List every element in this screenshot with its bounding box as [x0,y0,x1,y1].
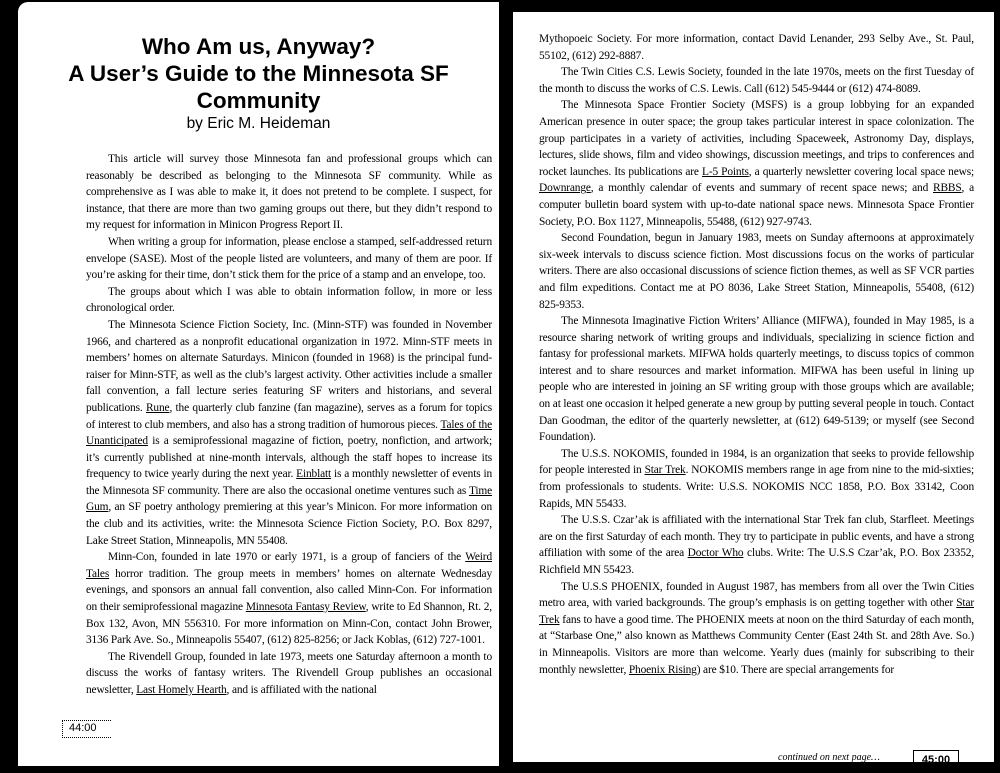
publication-title: Tales of the Unanticipated [86,418,493,448]
text-run: , write to Ed Shannon, Rt. 2, Box 132, Avon, MN 556310. For more information on Minn-Con, contact John Brower, 3136 Park Ave. So., Minneapolis 55407, (612) 825-8256; or Jack Koblas, (612) 727-1001. [86,601,493,647]
text-run: The U.S.S PHOENIX, founded in August 1987, has members from all over the Twin Cities metro area, with varied backgrounds. The group’s emphasis is on getting together with other [539,580,974,610]
right-page-body [539,31,974,678]
left-page-body [86,151,492,699]
text-run: clubs. Write: The U.S.S Czar’ak, P.O. Box 23352, Richfield MN 55423. [539,547,974,576]
page-number-right: 45:00 [913,750,959,762]
text-run: The Minnesota Space Frontier Society (MSFS) is a group lobbying for an expanded American presence in outer space; the group takes particular interest in space colonization. The group participates in a variety of activities, including Spaceweek, Astronomy Day, displays, lectures, slide shows, film and video showings, discussion meetings, and trips to conferences and rocket launches. Its publications are [539,99,974,178]
text-run: ) are $10. There are special arrangements for [696,663,895,676]
article-title [18,33,499,114]
text-run: , a computer bulletin board system with up-to-date national space news. Minnesota Space Frontier Society, P.O. Box 1127, Minneapolis, 55488, (612) 927-9743. [539,182,974,228]
article-header [18,33,499,133]
text-run: horror tradition. The group meets in members’ homes on alternate Wednesday evenings, and sponsors an annual fall convention, also called Minn-Con. For information on their semiprofessional magazine [86,567,492,614]
title-line: Who Am us, Anyway? [141,34,376,59]
text-run: , an SF poetry anthology premiering at this year’s Minicon. For more information on the club and its activities, write: the Minnesota Science Fiction Society, P.O. Box 8297, Lake Street Station, Minneapolis, MN 55408. [86,501,492,547]
text-run: , the quarterly club fanzine (fan magazine), serves as a forum for topics of interest to club members, and also has a strong tradition of humorous pieces. [86,401,492,431]
text-run: The U.S.S. NOKOMIS, founded in 1984, is an organization that seeks to provide fellowship for people interested in [539,447,974,477]
text-run: , a monthly calendar of events and summary of recent space news; and [590,182,933,195]
publication-title: Last Homely Hearth [136,684,227,696]
continued-note: continued on next page… [778,752,880,762]
text-run: The Rivendell Group, founded in late 1973, meets one Saturday afternoon a month to discuss the works of fantasy writers. The Rivendell Group publishes an occasional newsletter, [86,650,492,696]
paragraph [539,313,974,446]
text-run: The groups about which I was able to obtain information follow, in more or less chronological order. [86,285,492,315]
paragraph [86,151,492,234]
paragraph [539,230,974,313]
publication-title: Time Gum [86,484,492,514]
byline: by Eric M. Heideman [186,115,331,132]
publication-title: Star Trek [539,597,974,626]
left-page [18,2,499,766]
text-run: The U.S.S. Czar’ak is affiliated with the international Star Trek fan club, Starfleet. Meetings are on the first Saturday of each month. They try to participate in public events, and have a strong affiliation with some of the area [539,514,974,560]
paragraph [539,64,974,97]
text-run: is a monthly newsletter of events in the Minnesota SF community. There are also the occasional onetime ventures such as [86,468,493,497]
publication-title: Weird Tales [86,551,492,580]
text-run: is a semiprofessional magazine of fiction, poetry, nonfiction, and artwork; it’s currently published at nine-month intervals, although the staff hopes to increase its frequency to twice yearly during the next year. [86,435,492,481]
paragraph [539,512,974,578]
text-run: The Minnesota Science Fiction Society, Inc. (Minn-STF) was founded in November 1966, and chartered as a nonprofit educational organization in 1972. Minn-STF meets in members’ homes on alternate Saturdays. Minicon (founded in 1968) is the principal fund-raiser for Minn-STF, as well as the club’s largest activity. Other activities include a smaller fall convention, a fall lecture series featuring SF writers and historians, and several publications. [86,318,492,414]
text-run: Minn-Con, founded in late 1970 or early 1971, is a group of fanciers of the [108,551,466,564]
paragraph [539,31,974,64]
text-run: Mythopoeic Society. For more information, contact David Lenander, 293 Selby Ave., St. Paul, 55102, (612) 292-8887. [539,33,974,62]
publication-title: Star Trek [644,464,686,477]
title-line: A User’s Guide to the Minnesota SF [68,61,449,86]
publication-title: RBBS [933,182,962,195]
publication-title: Rune [145,401,170,414]
text-run: , a quarterly newsletter covering local space news; [748,165,974,178]
text-run: The Twin Cities C.S. Lewis Society, founded in the late 1970s, meets on the first Tuesday of the month to discuss the works of C.S. Lewis. Call (612) 545-9444 or (612) 474-8089. [539,66,974,95]
publication-title: Phoenix Rising [628,663,697,676]
paragraph [86,284,492,317]
publication-title: Einblatt [296,468,332,481]
paragraph [86,549,492,649]
publication-title: Doctor Who [687,547,744,560]
publication-title: Minnesota Fantasy Review [245,601,366,614]
paragraph [86,234,492,284]
text-run: This article will survey those Minnesota fan and professional groups which can reasonably be described as belonging to the Minnesota SF community. While as comprehensive as I was able to make it, it does not pretend to be complete. I suspect, for instance, that there are more than two gaming groups out there, but they didn’t respond to my request for information in Minicon Progress Report II. [86,153,492,232]
text-run: The Minnesota Imaginative Fiction Writers’ Alliance (MIFWA), founded in May 1985, is a resource sharing network of writing groups and individuals, specializing in science fiction and fantasy for professional markets. MIFWA holds quarterly meetings, to discuss topics of common interest and to share resources and market information. MIFWA has been useful in lining up people who are interested in joining an SF writing group with those groups which are available; on at least one occasion it helped generate a new group by putting several people in touch. Contact Dan Goodman, the editor of the quarterly newsletter, at (612) 649-5139; or myself (see Second Foundation). [539,315,974,444]
paragraph [86,317,492,549]
text-run: fans to have a good time. The PHOENIX meets at noon on the third Saturday of each month, at “Starbase One,” also known as Matthews Community Center (East 24th St. and 28th Ave. So.) in Minneapolis. Visitors are more than welcome. Yearly dues (mainly for subscribing to their monthly newsletter, [539,613,974,676]
paragraph [539,579,974,679]
paragraph [539,446,974,512]
publication-title: Downrange [539,182,591,195]
page-number-left: 44:00 [62,720,111,738]
book-gutter [499,0,513,773]
text-run: . NOKOMIS members range in age from nine to the mid-sixties; from professionals to students. Write: U.S.S. NOKOMIS NCC 1858, P.O. Box 33142, Coon Rapids, MN 55433. [539,464,974,510]
paragraph [539,97,974,230]
right-page [513,12,994,762]
text-run: Second Foundation, begun in January 1983, meets on Sunday afternoons at approximately six-week intervals to discuss science fiction. Most discussions focus on the works of particular writers. There are also occasional discussions of science fiction themes, as well as SF VCR parties and film expeditions. Contact me at PO 8036, Lake Street Station, Minneapolis, 55408, (612) 825-9353. [539,232,974,311]
text-run: , and is affiliated with the national [226,684,377,696]
title-line: Community [196,88,321,113]
paragraph [86,649,492,699]
publication-title: L-5 Points [702,165,749,178]
text-run: When writing a group for information, please enclose a stamped, self-addressed return envelope (SASE). Most of the people listed are volunteers, and many of them are poor. If you’re asking for their time, don’t stick them for the price of a stamp and an envelope, too. [86,235,492,282]
